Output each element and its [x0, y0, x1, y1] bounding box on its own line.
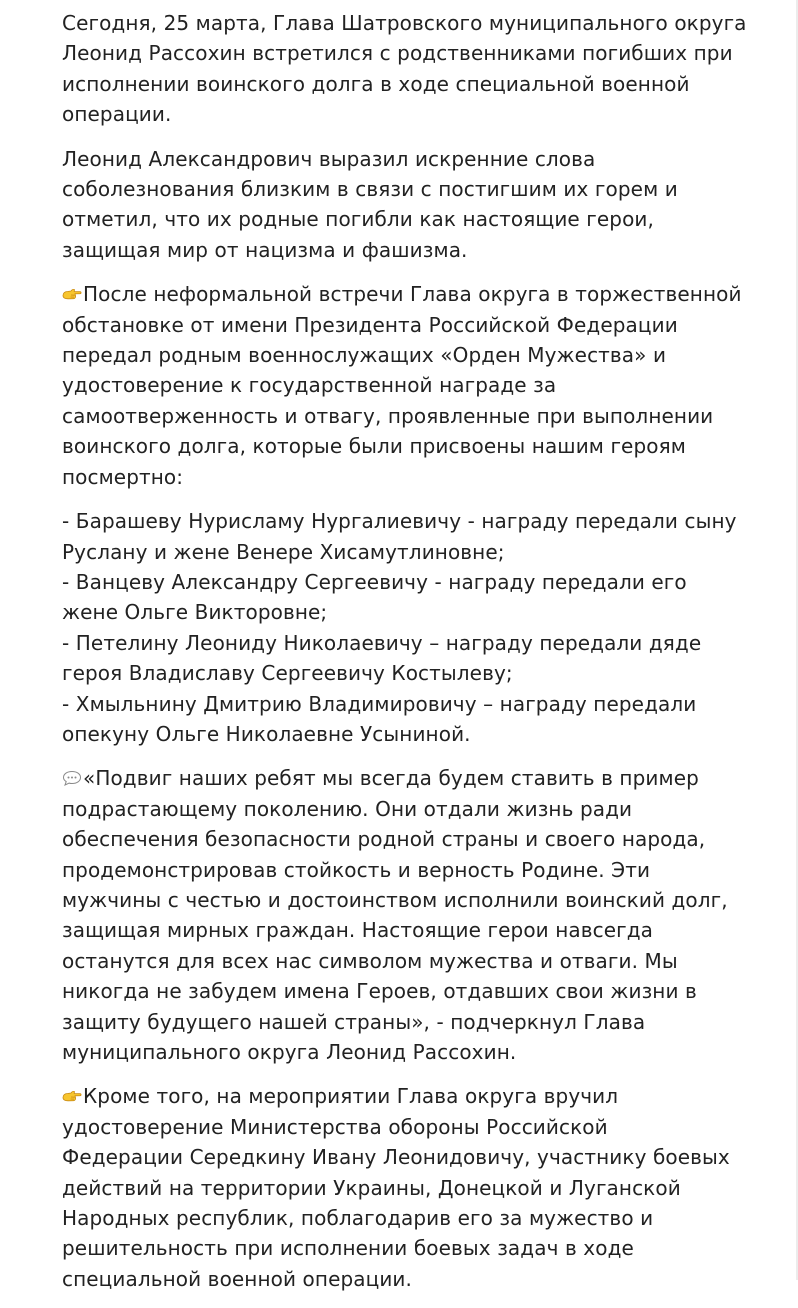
backhand-index-pointing-right-icon	[62, 1088, 82, 1104]
list-item: - Ванцеву Александру Сергеевичу - награду передали его	[62, 569, 687, 594]
text-line: никогда не забудем имена Героев, отдавших свои жизни в	[62, 979, 697, 1004]
text-line: посмертно:	[62, 464, 184, 489]
paragraph-condolences	[62, 144, 752, 266]
text-line: передал родным военнослужащих «Орден Мужества» и	[62, 343, 667, 368]
text-line: удостоверение Министерства обороны Российской	[62, 1114, 608, 1139]
list-item: - Петелину Леониду Николаевичу – награду передали дяде	[62, 630, 702, 655]
text-line: «Подвиг наших ребят мы всегда будем ставить в пример	[62, 763, 752, 793]
text-line: исполнении воинского долга в ходе специальной военной	[62, 71, 690, 96]
list-item: героя Владиславу Сергеевичу Костылеву;	[62, 661, 513, 686]
paragraph-additional-award	[62, 1081, 752, 1294]
text-line: Кроме того, на мероприятии Глава округа вручил	[62, 1081, 752, 1111]
text-line: После неформальной встречи Глава округа в торжественной	[62, 279, 752, 309]
text-line: защищая мир от нацизма и фашизма.	[62, 237, 468, 262]
text-line: Леонид Рассохин встретился с родственниками погибших при	[62, 41, 733, 66]
text-line: Федерации Середкину Ивану Леонидовичу, участнику боевых	[62, 1145, 730, 1170]
list-item: опекуну Ольге Николаевне Усыниной.	[62, 721, 471, 746]
text-line: соболезнования близким в связи с постигшим их горем и	[62, 177, 678, 202]
paragraph-intro	[62, 8, 752, 130]
text-line: удостоверение к государственной награде за	[62, 373, 557, 398]
text-line: защищая мирных граждан. Настоящие герои навсегда	[62, 918, 654, 943]
list-item: Руслану и жене Венере Хисамутлиновне;	[62, 539, 505, 564]
list-item: - Хмыльнину Дмитрию Владимировичу – награду передали	[62, 691, 697, 716]
speech-balloon-icon	[62, 770, 82, 786]
text-line: самоотверженность и отвагу, проявленные при выполнении	[62, 403, 714, 428]
text-line: Сегодня, 25 марта, Глава Шатровского муниципального округа	[62, 11, 747, 35]
text-line: мужчины с честью и достоинством исполнили воинский долг,	[62, 887, 728, 912]
text-line: отметил, что их родные погибли как настоящие герои,	[62, 207, 654, 232]
text-line: специальной военной операции.	[62, 1266, 412, 1291]
text-line: Народных республик, поблагодарив его за мужество и	[62, 1206, 654, 1231]
text-line: операции.	[62, 102, 172, 127]
text-line: обеспечения безопасности родной страны и своего народа,	[62, 827, 706, 852]
text-line: защиту будущего нашей страны», - подчеркнул Глава	[62, 1009, 646, 1034]
list-item: жене Ольге Викторовне;	[62, 600, 328, 625]
text-line: воинского долга, которые были присвоены нашим героям	[62, 434, 686, 459]
text-line: останутся для всех нас символом мужества и отваги. Мы	[62, 948, 678, 973]
text-line: продемонстрировав стойкость и верность Родине. Эти	[62, 857, 651, 882]
text-line: Леонид Александрович выразил искренние слова	[62, 146, 596, 171]
post-text	[62, 0, 752, 1308]
text-line: действий на территории Украины, Донецкой и Луганской	[62, 1175, 681, 1200]
paragraph-award-ceremony	[62, 279, 752, 492]
paragraph-recipients-list	[62, 506, 752, 749]
text-line: муниципального округа Леонид Рассохин.	[62, 1040, 517, 1064]
list-item: - Барашеву Нурисламу Нургалиевичу - награду передали сыну	[62, 509, 737, 534]
text-line: подрастающему поколению. Они отдали жизнь ради	[62, 796, 633, 821]
paragraph-quote	[62, 763, 752, 1067]
text-line: обстановке от имени Президента Российской Федерации	[62, 312, 678, 337]
text-line: решительность при исполнении боевых задач в ходе	[62, 1236, 634, 1261]
backhand-index-pointing-right-icon	[62, 286, 82, 302]
